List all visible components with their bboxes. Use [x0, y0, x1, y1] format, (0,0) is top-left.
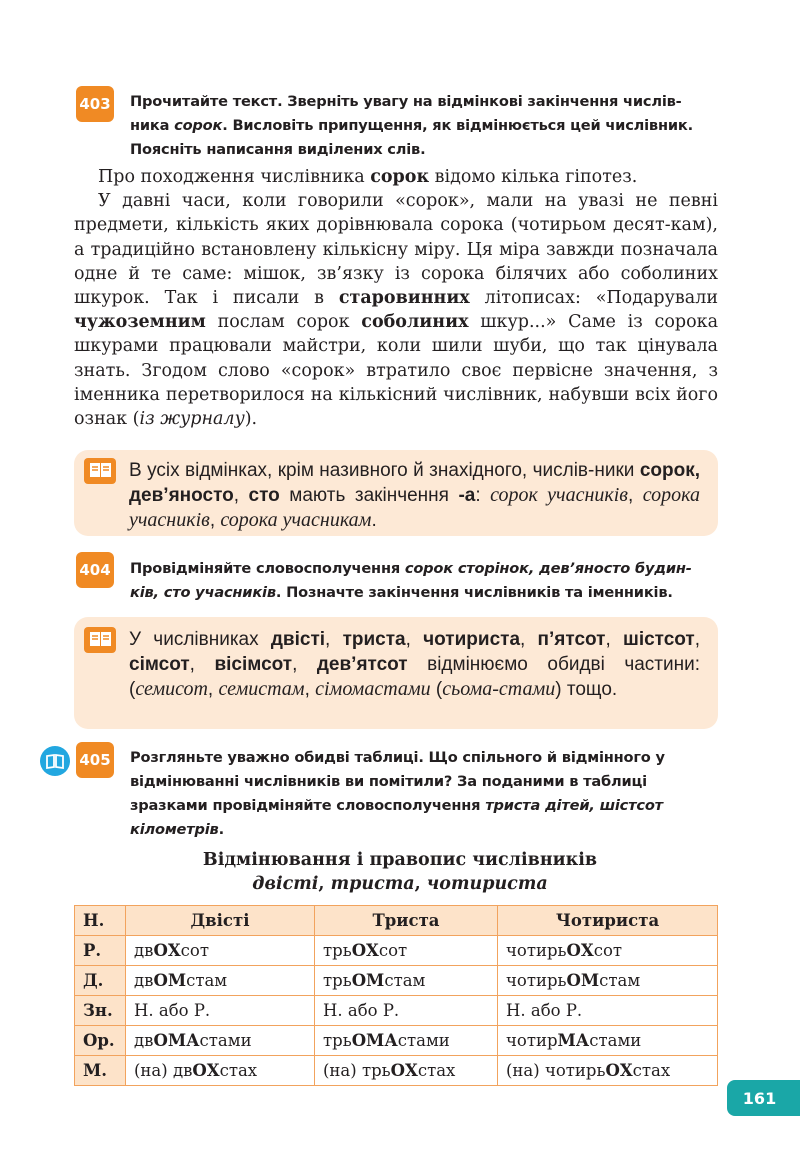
task-404-instruction: Провідміняйте словосполучення сорок сторінок, дев’яносто будин-ків, сто учасників. Позначте закінчення числівників та іменників. [130, 560, 692, 601]
header-cell: Н. [75, 906, 126, 936]
task-405-instruction: Розгляньте уважно обидві таблиці. Що спільного й відмінного у відмінюванні числівників ви помітили? За поданими в таблиці зразками провідміняйте словосполучення триста дітей, шістсот кілометрів. [130, 749, 665, 838]
table-header-row [75, 906, 718, 936]
notebook-icon [84, 627, 116, 653]
table-row [75, 966, 718, 996]
paragraph: Про походження числівника сорок відомо кілька гіпотез. [98, 167, 638, 187]
table-cell: (на) трьОХстах [315, 1056, 498, 1086]
table-cell: двОХсот [126, 936, 315, 966]
table-cell: Н. або Р. [498, 996, 718, 1026]
table-cell: Н. або Р. [126, 996, 315, 1026]
table-cell: (на) чотирьОХстах [498, 1056, 718, 1086]
table-cell: трьОМАстами [315, 1026, 498, 1056]
task-number-badge: 404 [76, 552, 114, 588]
rule-text: У числівниках двісті, триста, чотириста, п’ятсот, шістсот, сімсот, вісімсот, дев’ятсот відмінюємо обидві частини: (семисот, семистам, сімомастами (сьома-стами) тощо. [129, 629, 701, 700]
case-cell: М. [75, 1056, 126, 1086]
case-cell: Ор. [75, 1026, 126, 1056]
table-row [75, 1026, 718, 1056]
rule-box [74, 617, 718, 729]
header-cell: Триста [315, 906, 498, 936]
rule-box [74, 450, 718, 536]
table-row [75, 1056, 718, 1086]
notebook-icon [84, 458, 116, 484]
table-row [75, 936, 718, 966]
table-row [75, 996, 718, 1026]
table-subtitle: двісті, триста, чотириста [252, 874, 548, 894]
page-number: 161 [727, 1080, 800, 1116]
rule-text: В усіх відмінках, крім називного й знахідного, числів-ники сорок, дев’яносто, сто мають закінчення -а: сорок учасників, сорока учасників, сорока учасникам. [129, 460, 701, 531]
table-cell: чотирьОХсот [498, 936, 718, 966]
task-number-badge: 403 [76, 86, 114, 122]
declension-table [74, 905, 718, 1086]
table-cell: двОМстам [126, 966, 315, 996]
table-cell: трьОМстам [315, 966, 498, 996]
table-cell: Н. або Р. [315, 996, 498, 1026]
paragraph: У давні часи, коли говорили «сорок», мали на увазі не певні предмети, кількість яких дорівнювала сорока (чотирьом десят-кам), а традиційно встановлену кількісну міру. Ця міра завжди позначала одне й те саме: мішок, зв’язку із сорока білячих або соболиних шкурок. Так і писали в старовинних літописах: «Подарували чужоземним послам сорок соболиних шкур...» Саме із сорока шкурами працювали майстри, коли шили шуби, що так цінувала знать. Згодом слово «сорок» втратило своє первісне значення, з іменника перетворилося на кількісний числівник, набувши всіх його ознак (із журналу). [74, 191, 718, 430]
table-cell: (на) двОХстах [126, 1056, 315, 1086]
table-cell: чотирьОМстам [498, 966, 718, 996]
case-cell: Р. [75, 936, 126, 966]
header-cell: Чотириста [498, 906, 718, 936]
table-title: Відмінювання і правопис числівників [202, 850, 598, 870]
table-cell: трьОХсот [315, 936, 498, 966]
case-cell: Д. [75, 966, 126, 996]
table-cell: чотирМАстами [498, 1026, 718, 1056]
case-cell: Зн. [75, 996, 126, 1026]
table-cell: двОМАстами [126, 1026, 315, 1056]
open-book-icon [40, 746, 70, 776]
task-number-badge: 405 [76, 742, 114, 778]
header-cell: Двісті [126, 906, 315, 936]
task-403-instruction: Прочитайте текст. Зверніть увагу на відмінкові закінчення числів-ника сорок. Висловіть припущення, як відмінюється цей числівник. Поясніть написання виділених слів. [130, 93, 693, 158]
reading-text [74, 165, 718, 431]
